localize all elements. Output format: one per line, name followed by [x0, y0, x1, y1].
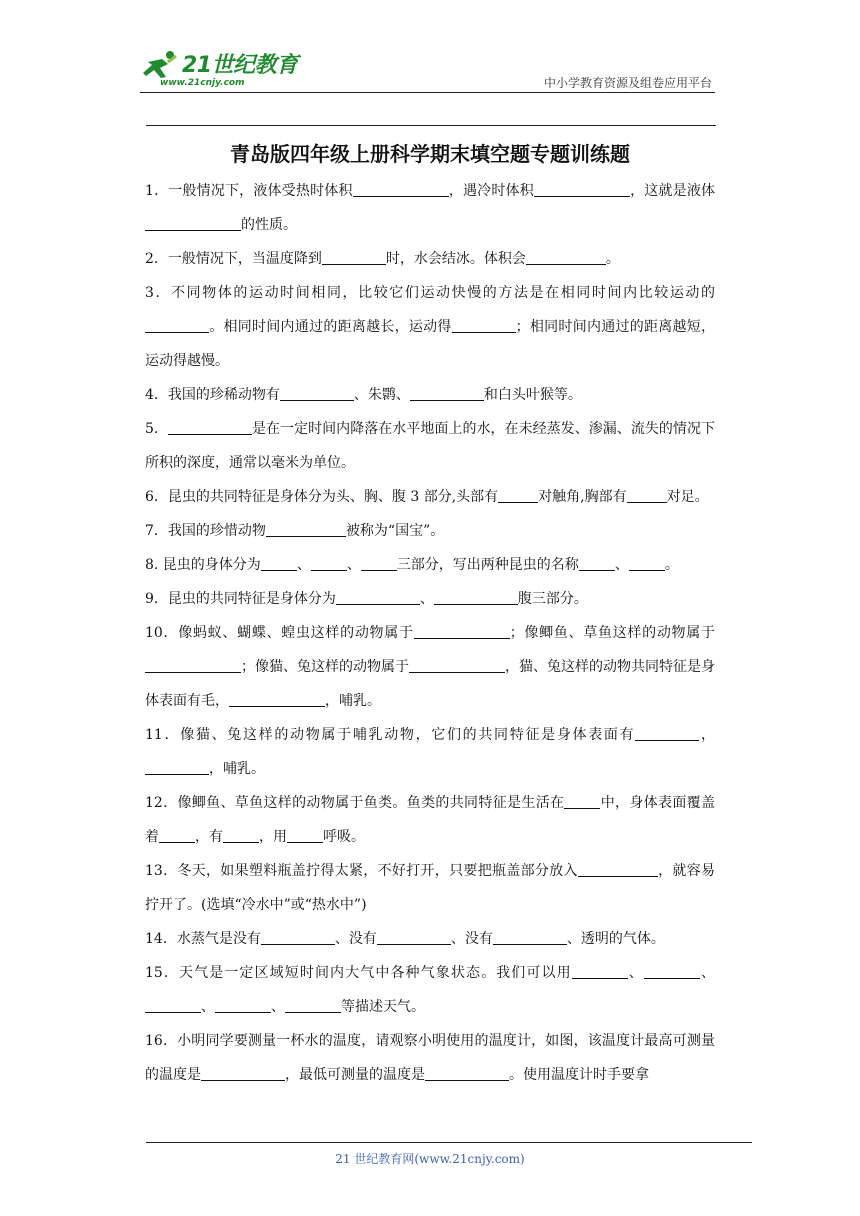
answer-blank[interactable] [498, 486, 538, 503]
question-9: 9．昆虫的共同特征是身体分为 、 腹三部分。 [145, 582, 715, 616]
answer-blank[interactable] [145, 996, 201, 1013]
answer-blank[interactable] [629, 554, 665, 571]
answer-blank[interactable] [145, 214, 241, 231]
answer-blank[interactable] [414, 622, 510, 639]
answer-blank[interactable] [526, 248, 606, 265]
question-10: 10．像蚂蚁、蝴蝶、蝗虫这样的动物属于 ；像鲫鱼、草鱼这样的动物属于；像猫、兔这样的动物属于 ，猫、兔这样的动物共同特征是身体表面有毛， ，哺乳。 [145, 616, 715, 718]
answer-blank[interactable] [159, 826, 195, 843]
answer-blank[interactable] [627, 486, 667, 503]
footer-divider [146, 1142, 752, 1143]
answer-blank[interactable] [168, 418, 252, 435]
answer-blank[interactable] [434, 588, 518, 605]
answer-blank[interactable] [578, 860, 658, 877]
answer-blank[interactable] [353, 180, 449, 197]
platform-label: 中小学教育资源及组卷应用平台 [543, 76, 712, 90]
question-1: 1．一般情况下，液体受热时体积 ，遇冷时体积 ，这就是液体的性质。 [145, 174, 715, 242]
answer-blank[interactable] [493, 928, 567, 945]
answer-blank[interactable] [145, 656, 241, 673]
answer-blank[interactable] [215, 996, 271, 1013]
footer-source-link[interactable]: 21 世纪教育网(www.21cnjy.com) [335, 1152, 525, 1166]
answer-blank[interactable] [452, 316, 516, 333]
question-15: 15．天气是一定区域短时间内大气中各种气象状态。我们可以用 、 、、 、 等描述天气。 [145, 956, 715, 1024]
question-16: 16．小明同学要测量一杯水的温度，请观察小明使用的温度计，如图，该温度计最高可测量的温度是 ，最低可测量的温度是 。使用温度计时手要拿 [145, 1033, 715, 1083]
answer-blank[interactable] [572, 962, 628, 979]
question-13: 13．冬天，如果塑料瓶盖拧得太紧，不好打开，只要把瓶盖部分放入 ，就容易拧开了。(选填“冷水中”或“热水中”) [145, 854, 715, 922]
site-logo [140, 48, 320, 92]
logo-url-text: www.21cnjy.com [160, 78, 245, 88]
answer-blank[interactable] [336, 588, 420, 605]
logo-brand-text: 21世纪教育 [182, 53, 298, 78]
header-divider [140, 92, 715, 93]
answer-blank[interactable] [285, 996, 341, 1013]
runner-icon [140, 50, 180, 80]
title-divider [146, 125, 716, 126]
question-14: 14．水蒸气是没有 、没有 、没有 、透明的气体。 [145, 922, 715, 956]
answer-blank[interactable] [564, 792, 600, 809]
answer-blank[interactable] [145, 316, 209, 333]
answer-blank[interactable] [266, 520, 346, 537]
question-4: 4．我国的珍稀动物有 、朱鹮、 和白头叶猴等。 [145, 378, 715, 412]
answer-blank[interactable] [409, 656, 505, 673]
answer-blank[interactable] [261, 928, 335, 945]
answer-blank[interactable] [261, 554, 297, 571]
question-12: 12．像鲫鱼、草鱼这样的动物属于鱼类。鱼类的共同特征是生活在 中，身体表面覆盖着 ，有 ，用 呼吸。 [145, 786, 715, 854]
question-5: 5． 是在一定时间内降落在水平地面上的水，在未经蒸发、渗漏、流失的情况下所积的深度，通常以毫米为单位。 [145, 412, 715, 480]
answer-blank[interactable] [425, 1064, 509, 1081]
answer-blank[interactable] [311, 554, 347, 571]
answer-blank[interactable] [579, 554, 615, 571]
answer-blank[interactable] [145, 758, 209, 775]
answer-blank[interactable] [635, 724, 699, 741]
answer-blank[interactable] [201, 1064, 285, 1081]
question-8: 8. 昆虫的身体分为 、 、 三部分，写出两种昆虫的名称 、 。 [145, 548, 715, 582]
answer-blank[interactable] [377, 928, 451, 945]
answer-blank[interactable] [280, 384, 354, 401]
answer-blank[interactable] [644, 962, 700, 979]
answer-blank[interactable] [229, 690, 325, 707]
answer-blank[interactable] [322, 248, 386, 265]
question-11: 11．像猫、兔这样的动物属于哺乳动物，它们的共同特征是身体表面有 ，，哺乳。 [145, 718, 715, 786]
page-title: 青岛版四年级上册科学期末填空题专题训练题 [230, 142, 630, 166]
answer-blank[interactable] [361, 554, 397, 571]
answer-blank[interactable] [223, 826, 259, 843]
answer-blank[interactable] [287, 826, 323, 843]
question-7: 7．我国的珍惜动物 被称为“国宝”。 [145, 514, 715, 548]
question-6: 6．昆虫的共同特征是身体分为头、胸、腹 3 部分,头部有 对触角,胸部有 对足。 [145, 480, 715, 514]
question-2: 2．一般情况下，当温度降到 时，水会结冰。体积会 。 [145, 242, 715, 276]
answer-blank[interactable] [534, 180, 630, 197]
question-list [145, 174, 715, 1092]
question-3: 3．不同物体的运动时间相同，比较它们运动快慢的方法是在相同时间内比较运动的。相同时间内通过的距离越长，运动得 ；相同时间内通过的距离越短，运动得越慢。 [145, 285, 716, 369]
answer-blank[interactable] [410, 384, 484, 401]
